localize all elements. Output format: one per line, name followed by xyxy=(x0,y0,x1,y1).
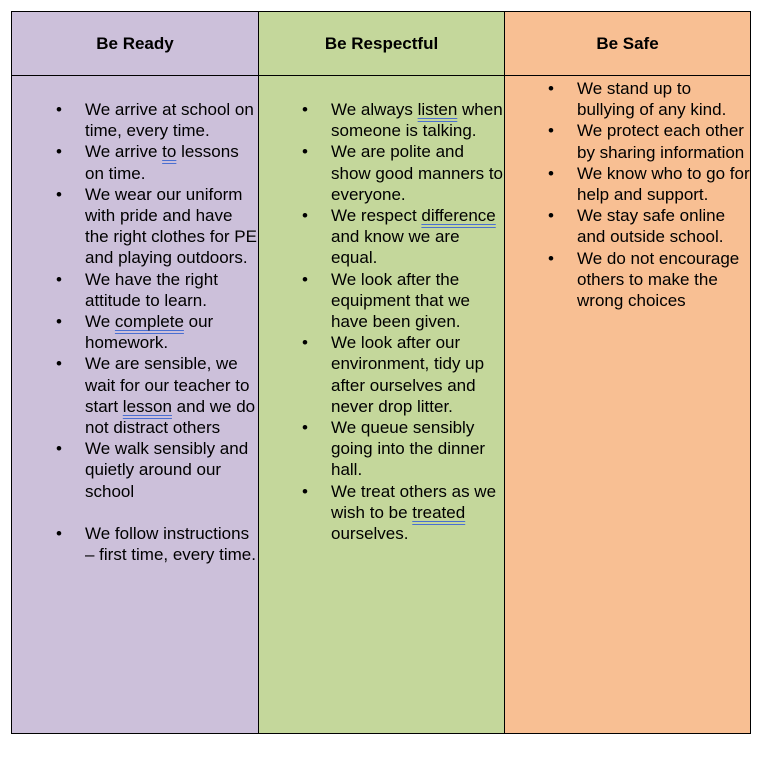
list-item-text: We walk sensibly and quietly around our school xyxy=(85,439,249,501)
list-item-text: lessons on time. xyxy=(85,142,239,183)
list-item-text: We arrive xyxy=(85,142,163,162)
column-be-ready xyxy=(12,12,259,733)
list-item xyxy=(54,438,259,502)
list-item xyxy=(54,141,259,183)
underlined-word: listen xyxy=(417,100,458,119)
list-item-text: We know who to go for help and support. xyxy=(577,163,750,205)
list-item-text: We respect xyxy=(331,206,422,226)
underlined-word: lesson xyxy=(122,396,172,416)
list-item-text: when someone is talking. xyxy=(331,100,503,141)
list-item-text: We always xyxy=(331,100,418,119)
list-item-text: We stay safe online and outside school. xyxy=(577,206,726,247)
list-item xyxy=(546,163,751,205)
list-item xyxy=(300,417,503,481)
list-item xyxy=(54,523,259,565)
list-item-text: We arrive at school on time, every time. xyxy=(85,100,254,141)
underlined-word: to xyxy=(162,142,177,162)
list-item-text: ourselves. xyxy=(331,524,409,544)
underlined-word: complete xyxy=(114,312,184,332)
list-be-safe xyxy=(546,78,751,311)
list-item-text: We queue sensibly going into the dinner hall. xyxy=(331,418,486,480)
list-item-text: We have the right attitude to learn. xyxy=(85,269,218,310)
list-item xyxy=(54,353,259,438)
list-be-respectful xyxy=(300,99,503,544)
list-item-text: We treat others as we wish to be xyxy=(331,481,497,522)
list-item-text: and we do not distract others xyxy=(85,396,256,438)
list-item-text: and know we are equal. xyxy=(331,227,460,268)
list-item xyxy=(54,184,259,269)
list-item xyxy=(300,269,503,333)
list-item-text: We stand up to bullying of any kind. xyxy=(577,79,727,120)
list-item xyxy=(546,78,751,120)
list-item-text: We do not encourage others to make the wrong choices xyxy=(577,248,740,311)
list-item-text: We look after our environment, tidy up after ourselves and never drop litter. xyxy=(331,333,485,416)
list-item xyxy=(300,99,503,141)
list-item xyxy=(54,99,259,141)
column-header-be-ready: Be Ready xyxy=(12,12,258,76)
list-item xyxy=(300,205,503,269)
rules-table xyxy=(11,11,751,734)
list-item xyxy=(300,332,503,417)
list-item-text: We are polite and show good manners to everyone. xyxy=(331,142,503,204)
list-be-ready xyxy=(54,99,259,565)
column-be-safe xyxy=(505,12,750,733)
list-item-text: We xyxy=(85,312,115,332)
column-be-respectful xyxy=(259,12,505,733)
list-item xyxy=(54,311,259,353)
underlined-word: treated xyxy=(412,502,466,522)
list-item-text: We wear our uniform with pride and have the right clothes for PE and playing outdoors. xyxy=(85,184,257,268)
list-item xyxy=(300,481,503,545)
list-item-text: We are sensible, we wait for our teacher to start xyxy=(85,354,250,416)
list-item xyxy=(546,248,751,312)
underlined-word: difference xyxy=(421,206,496,226)
column-header-be-safe: Be Safe xyxy=(505,12,750,76)
column-header-be-respectful: Be Respectful xyxy=(259,12,504,76)
list-item-text: We follow instructions – first time, every time. xyxy=(85,523,256,565)
list-item xyxy=(546,205,751,247)
list-item xyxy=(54,269,259,311)
list-item xyxy=(300,141,503,205)
list-item-text: We look after the equipment that we have been given. xyxy=(331,269,470,332)
list-item-text: our homework. xyxy=(85,312,214,353)
list-item xyxy=(546,120,751,162)
list-item-text: We protect each other by sharing information xyxy=(577,121,745,162)
